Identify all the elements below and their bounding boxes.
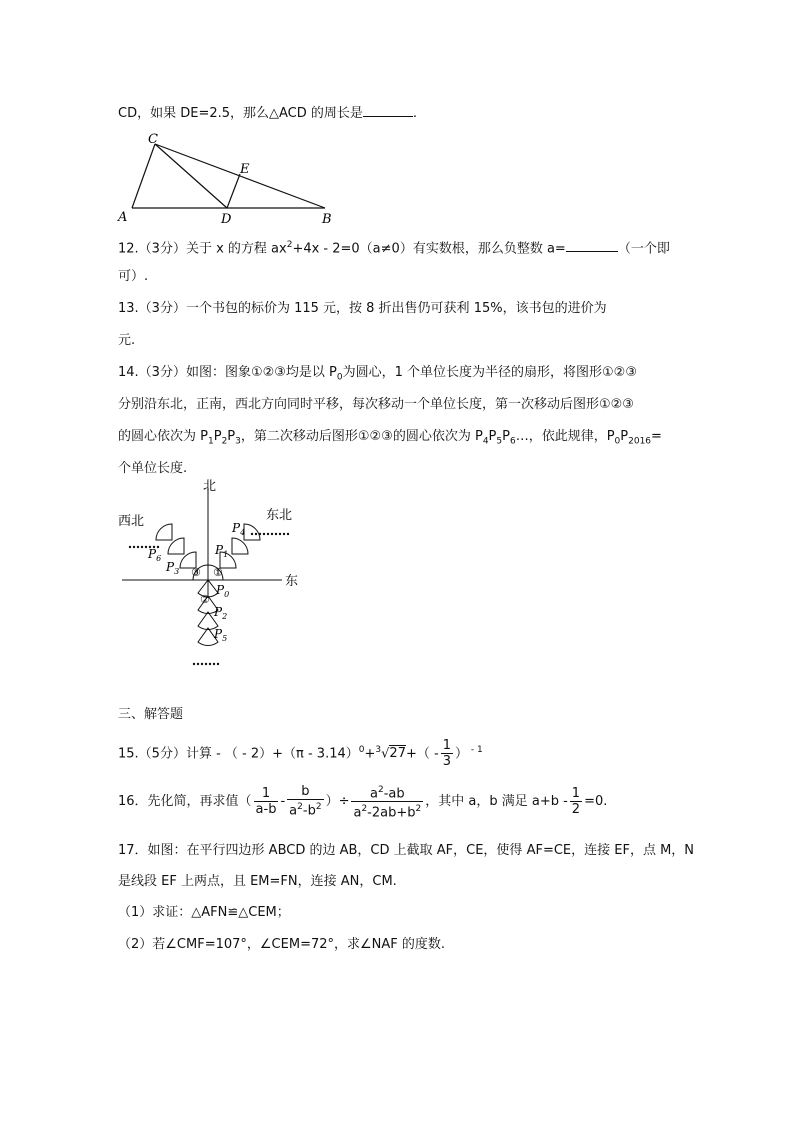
q14-l3-h: P bbox=[620, 429, 629, 444]
q15-radicand: 27 bbox=[389, 746, 406, 762]
q13-line1: 13.（3分）一个书包的标价为 115 元，按 8 折出售仍可获利 15%，该书包的进价为 bbox=[118, 301, 607, 316]
q14-l3-s4: 4 bbox=[482, 436, 489, 447]
q14-l3-c: P bbox=[227, 429, 236, 444]
label-northeast: 东北 bbox=[266, 508, 293, 523]
q14-l3-s5: 5 bbox=[496, 436, 503, 447]
q16-frac2 bbox=[287, 784, 323, 818]
q12-text-c: （一个即 bbox=[617, 241, 670, 257]
answer-blank bbox=[566, 239, 618, 252]
label-circ2: ② bbox=[200, 593, 210, 606]
label-P2: $P_2$ bbox=[214, 605, 228, 621]
label-P0: $P_0$ bbox=[216, 583, 230, 599]
q16-f3-den: $a^2-2ab+b^2$ bbox=[353, 804, 422, 821]
q15-d: ） bbox=[454, 746, 468, 762]
label-P1: $P_1$ bbox=[215, 543, 229, 559]
q14-l3-s6: 6 bbox=[509, 436, 516, 447]
q16-a: 16．先化简，再求值（ bbox=[118, 794, 252, 809]
q15-frac-num: 1 bbox=[442, 738, 451, 754]
q16-f4-den: 2 bbox=[571, 802, 581, 817]
section-title: 三、解答题 bbox=[118, 707, 184, 722]
q15-fraction bbox=[441, 738, 453, 769]
q16-minus: - bbox=[280, 794, 286, 809]
q12-line1 bbox=[118, 236, 670, 258]
q14-l3-d: ，第二次移动后图形①②③的圆心依次为 P bbox=[240, 429, 483, 444]
q16-frac3 bbox=[351, 783, 423, 821]
q14-l3-s7: 0 bbox=[614, 436, 621, 447]
label-C: C bbox=[148, 132, 158, 147]
q12-text-b: +4x - 2=0（a≠0）有实数根，那么负整数 a= bbox=[292, 241, 566, 257]
q14-l3-s3: 3 bbox=[235, 436, 241, 447]
answer-blank bbox=[363, 104, 413, 117]
label-east: 东 bbox=[285, 574, 299, 589]
q16-c: =0. bbox=[584, 794, 608, 809]
q17-line1: 17．如图：在平行四边形 ABCD 的边 AB，CD 上截取 AF，CE，使得 AF=CE，连接 EF，点 M，N bbox=[118, 843, 695, 858]
q16-close-div: ）÷ bbox=[325, 794, 350, 809]
label-northwest: 西北 bbox=[118, 514, 145, 529]
q14-l3-g: …，依此规律，P bbox=[515, 429, 615, 444]
label-B: B bbox=[322, 212, 332, 227]
q15-a: 15.（5分）计算 - （ - 2）+（π - 3.14） bbox=[118, 746, 359, 762]
q14-l3-s8: 2016 bbox=[628, 436, 652, 447]
compass-figure bbox=[112, 478, 312, 673]
label-north: 北 bbox=[203, 479, 217, 494]
q12-sup: 2 bbox=[286, 240, 293, 250]
q16-f1-num: 1 bbox=[254, 786, 279, 802]
label-P4: $P_4$ bbox=[232, 521, 246, 537]
q11-prefix: CD，如果 DE=2.5，那么△ACD 的周长是 bbox=[118, 106, 363, 121]
q16-f2-num: b bbox=[287, 784, 323, 800]
q14-l3-a: 的圆心依次为 P bbox=[118, 429, 208, 444]
q14-line4: 个单位长度. bbox=[118, 461, 188, 476]
q11-line bbox=[118, 104, 417, 123]
q15-c: +（ - bbox=[405, 746, 439, 762]
q16-b: ，其中 a，b 满足 a+b - bbox=[425, 794, 568, 809]
q14-l3-b: P bbox=[213, 429, 222, 444]
q17-part1: （1）求证：△AFN≌△CEM； bbox=[118, 905, 290, 920]
q15-b: + bbox=[364, 746, 376, 762]
q14-line2: 分别沿东北，正南，西北方向同时平移，每次移动一个单位长度，第一次移动后图形①②③ bbox=[118, 397, 634, 412]
q17-part2: （2）若∠CMF=107°，∠CEM=72°，求∠NAF 的度数. bbox=[118, 937, 446, 952]
label-circ1: ① bbox=[213, 566, 223, 579]
q12-text-a: 12.（3分）关于 x 的方程 ax bbox=[118, 241, 287, 257]
radical-sign: √ bbox=[381, 746, 390, 762]
q16-f2-den: $a^2-b^2$ bbox=[289, 802, 322, 819]
q16-f3-num: $a^2-ab$ bbox=[351, 783, 423, 802]
q14-l3-i: = bbox=[651, 429, 662, 444]
label-P5: $P_5$ bbox=[214, 627, 228, 643]
label-circ3: ③ bbox=[191, 566, 201, 579]
q12-line2: 可）. bbox=[118, 269, 149, 284]
q15-sup1: - 1 bbox=[467, 745, 483, 755]
q14-l3-e: P bbox=[488, 429, 497, 444]
q14-l3-s2: 2 bbox=[221, 436, 228, 447]
q14-l1-b: 为圆心，1 个单位长度为半径的扇形，将图形①②③ bbox=[342, 365, 637, 380]
q15-root-index: 3 bbox=[375, 745, 382, 755]
q16-f4-num: 1 bbox=[571, 786, 581, 801]
q14-l1-a: 14.（3分）如图：图象①②③均是以 P bbox=[118, 365, 337, 380]
q14-l3-f: P bbox=[502, 429, 510, 444]
q15-sup0: 0 bbox=[358, 745, 365, 755]
q16-frac1 bbox=[254, 786, 279, 817]
label-P3: $P_3$ bbox=[166, 560, 180, 576]
q13-line2: 元. bbox=[118, 333, 136, 348]
q14-line3 bbox=[118, 428, 662, 451]
q15-line bbox=[118, 732, 483, 768]
q15-frac-den: 3 bbox=[442, 754, 451, 770]
q16-line bbox=[118, 780, 607, 824]
label-P6: $P_6$ bbox=[148, 547, 162, 563]
label-E: E bbox=[240, 162, 250, 177]
label-D: D bbox=[221, 212, 232, 227]
q11-suffix: . bbox=[412, 106, 418, 121]
q14-l1-sub: 0 bbox=[336, 372, 343, 383]
q14-l3-s1: 1 bbox=[207, 436, 214, 447]
label-A: A bbox=[118, 210, 128, 225]
q17-line2: 是线段 EF 上两点，且 EM=FN，连接 AN，CM. bbox=[118, 874, 397, 889]
triangle-figure bbox=[110, 130, 350, 230]
q16-f1-den: a-b bbox=[255, 802, 277, 817]
q16-frac4 bbox=[570, 786, 582, 817]
q14-line1 bbox=[118, 364, 637, 387]
